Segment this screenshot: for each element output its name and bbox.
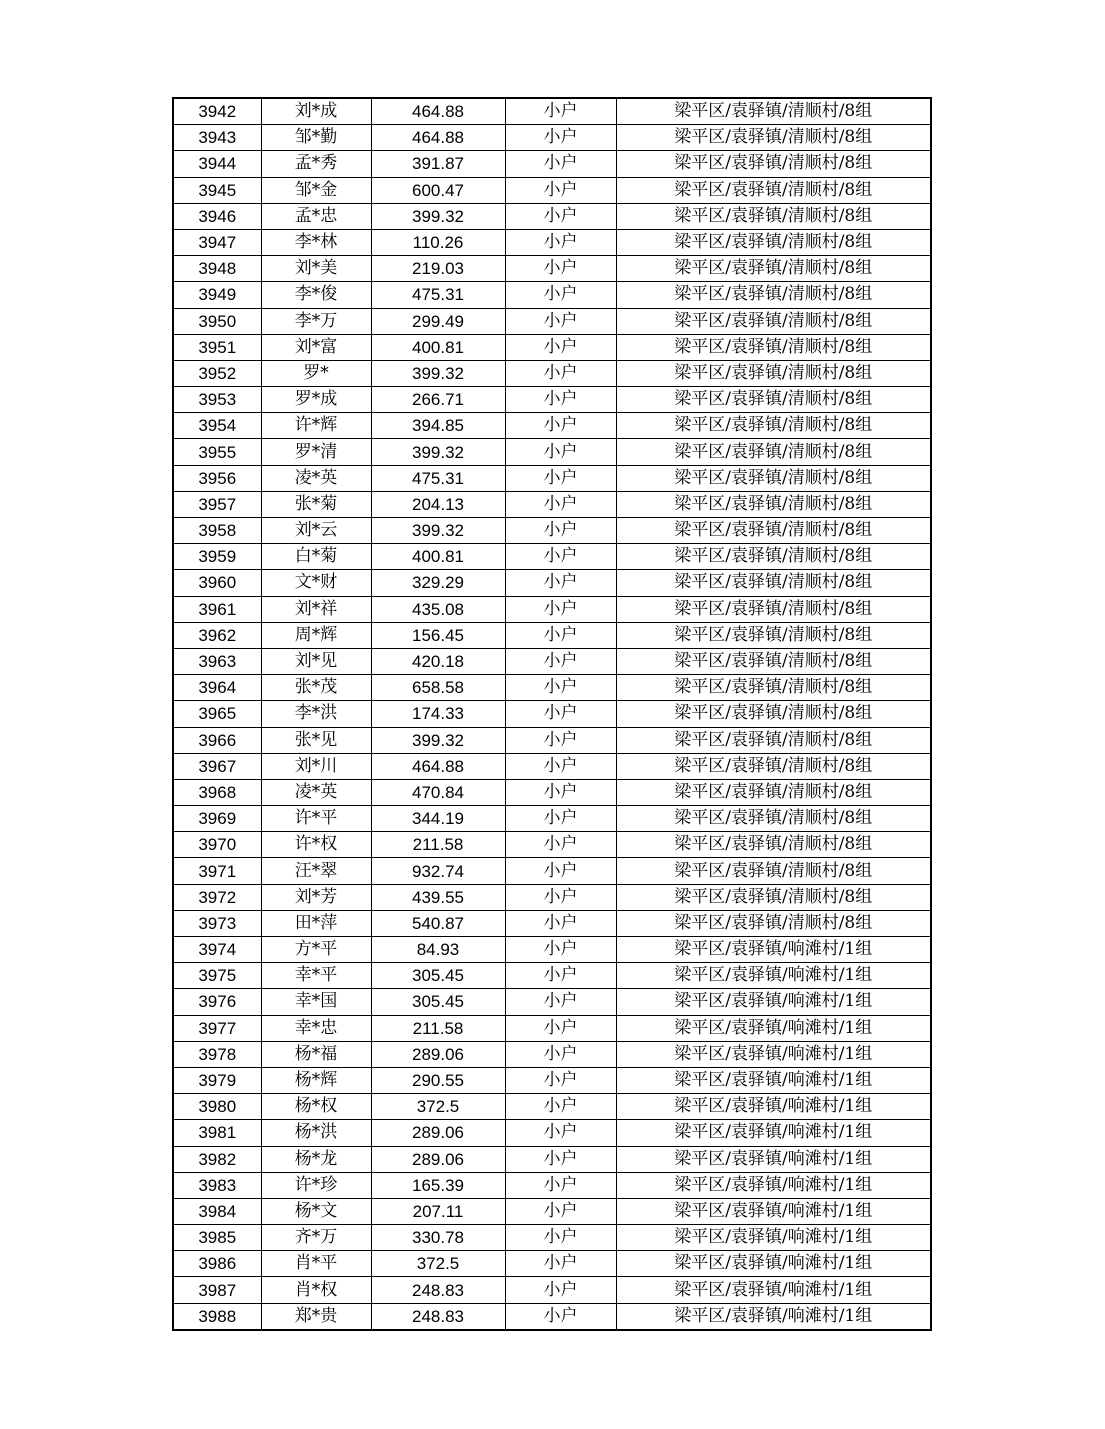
amount-cell: 204.13 <box>371 491 505 517</box>
row-index-cell: 3979 <box>173 1067 261 1093</box>
table-row <box>173 518 931 544</box>
row-index-cell: 3969 <box>173 806 261 832</box>
type-cell: 小户 <box>505 1198 616 1224</box>
name-cell: 刘*美 <box>261 256 371 282</box>
name-cell: 刘*芳 <box>261 884 371 910</box>
table-row <box>173 203 931 229</box>
type-cell: 小户 <box>505 387 616 413</box>
address-cell: 梁平区/袁驿镇/响滩村/1组 <box>616 1198 931 1224</box>
row-index-cell: 3966 <box>173 727 261 753</box>
type-cell: 小户 <box>505 282 616 308</box>
name-cell: 白*菊 <box>261 544 371 570</box>
name-cell: 杨*辉 <box>261 1067 371 1093</box>
amount-cell: 464.88 <box>371 98 505 125</box>
table-row <box>173 622 931 648</box>
row-index-cell: 3952 <box>173 360 261 386</box>
table-row <box>173 387 931 413</box>
name-cell: 幸*国 <box>261 989 371 1015</box>
amount-cell: 464.88 <box>371 125 505 151</box>
name-cell: 孟*忠 <box>261 203 371 229</box>
table-row <box>173 334 931 360</box>
table-row <box>173 1146 931 1172</box>
table-row <box>173 570 931 596</box>
table-body <box>173 98 931 1330</box>
type-cell: 小户 <box>505 465 616 491</box>
type-cell: 小户 <box>505 963 616 989</box>
address-cell: 梁平区/袁驿镇/清顺村/8组 <box>616 465 931 491</box>
row-index-cell: 3987 <box>173 1277 261 1303</box>
amount-cell: 289.06 <box>371 1041 505 1067</box>
address-cell: 梁平区/袁驿镇/响滩村/1组 <box>616 1067 931 1093</box>
row-index-cell: 3985 <box>173 1225 261 1251</box>
table-row <box>173 806 931 832</box>
name-cell: 杨*洪 <box>261 1120 371 1146</box>
table-row <box>173 1277 931 1303</box>
type-cell: 小户 <box>505 229 616 255</box>
table-row <box>173 910 931 936</box>
address-cell: 梁平区/袁驿镇/响滩村/1组 <box>616 1303 931 1330</box>
type-cell: 小户 <box>505 570 616 596</box>
name-cell: 肖*权 <box>261 1277 371 1303</box>
data-table <box>172 97 932 1331</box>
amount-cell: 658.58 <box>371 675 505 701</box>
table-row <box>173 963 931 989</box>
address-cell: 梁平区/袁驿镇/清顺村/8组 <box>616 360 931 386</box>
table-row <box>173 1198 931 1224</box>
table-row <box>173 1094 931 1120</box>
type-cell: 小户 <box>505 1251 616 1277</box>
amount-cell: 399.32 <box>371 518 505 544</box>
table-row <box>173 753 931 779</box>
table-row <box>173 308 931 334</box>
type-cell: 小户 <box>505 308 616 334</box>
name-cell: 邹*金 <box>261 177 371 203</box>
amount-cell: 399.32 <box>371 439 505 465</box>
amount-cell: 932.74 <box>371 858 505 884</box>
name-cell: 许*权 <box>261 832 371 858</box>
name-cell: 凌*英 <box>261 779 371 805</box>
amount-cell: 84.93 <box>371 937 505 963</box>
type-cell: 小户 <box>505 884 616 910</box>
table-row <box>173 177 931 203</box>
name-cell: 罗*清 <box>261 439 371 465</box>
row-index-cell: 3960 <box>173 570 261 596</box>
table-row <box>173 151 931 177</box>
address-cell: 梁平区/袁驿镇/清顺村/8组 <box>616 753 931 779</box>
row-index-cell: 3983 <box>173 1172 261 1198</box>
type-cell: 小户 <box>505 439 616 465</box>
amount-cell: 464.88 <box>371 753 505 779</box>
type-cell: 小户 <box>505 518 616 544</box>
amount-cell: 475.31 <box>371 282 505 308</box>
name-cell: 齐*万 <box>261 1225 371 1251</box>
address-cell: 梁平区/袁驿镇/响滩村/1组 <box>616 989 931 1015</box>
row-index-cell: 3967 <box>173 753 261 779</box>
table-row <box>173 1251 931 1277</box>
type-cell: 小户 <box>505 1303 616 1330</box>
row-index-cell: 3961 <box>173 596 261 622</box>
amount-cell: 248.83 <box>371 1277 505 1303</box>
amount-cell: 219.03 <box>371 256 505 282</box>
address-cell: 梁平区/袁驿镇/清顺村/8组 <box>616 334 931 360</box>
type-cell: 小户 <box>505 1067 616 1093</box>
address-cell: 梁平区/袁驿镇/清顺村/8组 <box>616 779 931 805</box>
amount-cell: 165.39 <box>371 1172 505 1198</box>
type-cell: 小户 <box>505 806 616 832</box>
type-cell: 小户 <box>505 989 616 1015</box>
type-cell: 小户 <box>505 622 616 648</box>
table-row <box>173 727 931 753</box>
name-cell: 刘*祥 <box>261 596 371 622</box>
address-cell: 梁平区/袁驿镇/响滩村/1组 <box>616 1225 931 1251</box>
address-cell: 梁平区/袁驿镇/清顺村/8组 <box>616 544 931 570</box>
table-row <box>173 884 931 910</box>
amount-cell: 394.85 <box>371 413 505 439</box>
amount-cell: 211.58 <box>371 1015 505 1041</box>
address-cell: 梁平区/袁驿镇/响滩村/1组 <box>616 937 931 963</box>
type-cell: 小户 <box>505 98 616 125</box>
address-cell: 梁平区/袁驿镇/清顺村/8组 <box>616 675 931 701</box>
address-cell: 梁平区/袁驿镇/清顺村/8组 <box>616 229 931 255</box>
type-cell: 小户 <box>505 177 616 203</box>
row-index-cell: 3980 <box>173 1094 261 1120</box>
address-cell: 梁平区/袁驿镇/清顺村/8组 <box>616 570 931 596</box>
name-cell: 李*万 <box>261 308 371 334</box>
name-cell: 文*财 <box>261 570 371 596</box>
name-cell: 孟*秀 <box>261 151 371 177</box>
type-cell: 小户 <box>505 1225 616 1251</box>
table-row <box>173 1120 931 1146</box>
name-cell: 幸*平 <box>261 963 371 989</box>
name-cell: 张*见 <box>261 727 371 753</box>
row-index-cell: 3955 <box>173 439 261 465</box>
name-cell: 许*珍 <box>261 1172 371 1198</box>
name-cell: 许*平 <box>261 806 371 832</box>
address-cell: 梁平区/袁驿镇/清顺村/8组 <box>616 439 931 465</box>
table-row <box>173 1303 931 1330</box>
name-cell: 周*辉 <box>261 622 371 648</box>
type-cell: 小户 <box>505 334 616 360</box>
type-cell: 小户 <box>505 1120 616 1146</box>
type-cell: 小户 <box>505 491 616 517</box>
type-cell: 小户 <box>505 1146 616 1172</box>
name-cell: 李*林 <box>261 229 371 255</box>
row-index-cell: 3976 <box>173 989 261 1015</box>
amount-cell: 391.87 <box>371 151 505 177</box>
name-cell: 方*平 <box>261 937 371 963</box>
name-cell: 罗* <box>261 360 371 386</box>
row-index-cell: 3982 <box>173 1146 261 1172</box>
address-cell: 梁平区/袁驿镇/清顺村/8组 <box>616 177 931 203</box>
type-cell: 小户 <box>505 779 616 805</box>
amount-cell: 156.45 <box>371 622 505 648</box>
type-cell: 小户 <box>505 1094 616 1120</box>
type-cell: 小户 <box>505 125 616 151</box>
row-index-cell: 3963 <box>173 648 261 674</box>
name-cell: 汪*翠 <box>261 858 371 884</box>
address-cell: 梁平区/袁驿镇/响滩村/1组 <box>616 1094 931 1120</box>
table-row <box>173 1015 931 1041</box>
type-cell: 小户 <box>505 727 616 753</box>
name-cell: 杨*文 <box>261 1198 371 1224</box>
amount-cell: 344.19 <box>371 806 505 832</box>
name-cell: 李*俊 <box>261 282 371 308</box>
address-cell: 梁平区/袁驿镇/清顺村/8组 <box>616 98 931 125</box>
amount-cell: 305.45 <box>371 963 505 989</box>
row-index-cell: 3942 <box>173 98 261 125</box>
table-row <box>173 413 931 439</box>
type-cell: 小户 <box>505 256 616 282</box>
amount-cell: 372.5 <box>371 1251 505 1277</box>
row-index-cell: 3972 <box>173 884 261 910</box>
address-cell: 梁平区/袁驿镇/清顺村/8组 <box>616 282 931 308</box>
row-index-cell: 3975 <box>173 963 261 989</box>
amount-cell: 400.81 <box>371 544 505 570</box>
address-cell: 梁平区/袁驿镇/清顺村/8组 <box>616 596 931 622</box>
amount-cell: 289.06 <box>371 1146 505 1172</box>
type-cell: 小户 <box>505 151 616 177</box>
table-row <box>173 98 931 125</box>
row-index-cell: 3957 <box>173 491 261 517</box>
row-index-cell: 3981 <box>173 1120 261 1146</box>
address-cell: 梁平区/袁驿镇/清顺村/8组 <box>616 413 931 439</box>
address-cell: 梁平区/袁驿镇/响滩村/1组 <box>616 1146 931 1172</box>
row-index-cell: 3958 <box>173 518 261 544</box>
row-index-cell: 3978 <box>173 1041 261 1067</box>
table-row <box>173 465 931 491</box>
address-cell: 梁平区/袁驿镇/清顺村/8组 <box>616 622 931 648</box>
address-cell: 梁平区/袁驿镇/清顺村/8组 <box>616 648 931 674</box>
type-cell: 小户 <box>505 1172 616 1198</box>
table-row <box>173 648 931 674</box>
address-cell: 梁平区/袁驿镇/响滩村/1组 <box>616 963 931 989</box>
row-index-cell: 3959 <box>173 544 261 570</box>
table-row <box>173 360 931 386</box>
row-index-cell: 3973 <box>173 910 261 936</box>
amount-cell: 290.55 <box>371 1067 505 1093</box>
amount-cell: 299.49 <box>371 308 505 334</box>
amount-cell: 420.18 <box>371 648 505 674</box>
row-index-cell: 3950 <box>173 308 261 334</box>
row-index-cell: 3943 <box>173 125 261 151</box>
address-cell: 梁平区/袁驿镇/清顺村/8组 <box>616 910 931 936</box>
table-row <box>173 282 931 308</box>
table-row <box>173 256 931 282</box>
row-index-cell: 3968 <box>173 779 261 805</box>
amount-cell: 211.58 <box>371 832 505 858</box>
type-cell: 小户 <box>505 701 616 727</box>
name-cell: 刘*川 <box>261 753 371 779</box>
amount-cell: 329.29 <box>371 570 505 596</box>
address-cell: 梁平区/袁驿镇/清顺村/8组 <box>616 125 931 151</box>
amount-cell: 174.33 <box>371 701 505 727</box>
type-cell: 小户 <box>505 648 616 674</box>
address-cell: 梁平区/袁驿镇/清顺村/8组 <box>616 518 931 544</box>
address-cell: 梁平区/袁驿镇/清顺村/8组 <box>616 884 931 910</box>
amount-cell: 289.06 <box>371 1120 505 1146</box>
amount-cell: 439.55 <box>371 884 505 910</box>
table-row <box>173 675 931 701</box>
address-cell: 梁平区/袁驿镇/清顺村/8组 <box>616 203 931 229</box>
address-cell: 梁平区/袁驿镇/响滩村/1组 <box>616 1120 931 1146</box>
address-cell: 梁平区/袁驿镇/清顺村/8组 <box>616 701 931 727</box>
table-row <box>173 701 931 727</box>
type-cell: 小户 <box>505 753 616 779</box>
table-row <box>173 1067 931 1093</box>
name-cell: 杨*龙 <box>261 1146 371 1172</box>
address-cell: 梁平区/袁驿镇/清顺村/8组 <box>616 387 931 413</box>
table-row <box>173 596 931 622</box>
row-index-cell: 3986 <box>173 1251 261 1277</box>
address-cell: 梁平区/袁驿镇/清顺村/8组 <box>616 727 931 753</box>
name-cell: 刘*见 <box>261 648 371 674</box>
table-row <box>173 439 931 465</box>
amount-cell: 435.08 <box>371 596 505 622</box>
table-row <box>173 1225 931 1251</box>
name-cell: 凌*英 <box>261 465 371 491</box>
name-cell: 罗*成 <box>261 387 371 413</box>
table-row <box>173 858 931 884</box>
row-index-cell: 3954 <box>173 413 261 439</box>
address-cell: 梁平区/袁驿镇/清顺村/8组 <box>616 256 931 282</box>
amount-cell: 399.32 <box>371 203 505 229</box>
type-cell: 小户 <box>505 413 616 439</box>
amount-cell: 600.47 <box>371 177 505 203</box>
row-index-cell: 3949 <box>173 282 261 308</box>
name-cell: 李*洪 <box>261 701 371 727</box>
amount-cell: 475.31 <box>371 465 505 491</box>
type-cell: 小户 <box>505 1041 616 1067</box>
type-cell: 小户 <box>505 203 616 229</box>
table-row <box>173 229 931 255</box>
address-cell: 梁平区/袁驿镇/响滩村/1组 <box>616 1041 931 1067</box>
amount-cell: 330.78 <box>371 1225 505 1251</box>
row-index-cell: 3974 <box>173 937 261 963</box>
table-row <box>173 937 931 963</box>
type-cell: 小户 <box>505 858 616 884</box>
type-cell: 小户 <box>505 1277 616 1303</box>
row-index-cell: 3988 <box>173 1303 261 1330</box>
type-cell: 小户 <box>505 596 616 622</box>
address-cell: 梁平区/袁驿镇/清顺村/8组 <box>616 858 931 884</box>
name-cell: 杨*权 <box>261 1094 371 1120</box>
amount-cell: 470.84 <box>371 779 505 805</box>
type-cell: 小户 <box>505 910 616 936</box>
address-cell: 梁平区/袁驿镇/清顺村/8组 <box>616 308 931 334</box>
table-row <box>173 544 931 570</box>
name-cell: 刘*成 <box>261 98 371 125</box>
address-cell: 梁平区/袁驿镇/清顺村/8组 <box>616 491 931 517</box>
name-cell: 郑*贵 <box>261 1303 371 1330</box>
table-row <box>173 1041 931 1067</box>
type-cell: 小户 <box>505 544 616 570</box>
row-index-cell: 3945 <box>173 177 261 203</box>
type-cell: 小户 <box>505 937 616 963</box>
row-index-cell: 3951 <box>173 334 261 360</box>
name-cell: 许*辉 <box>261 413 371 439</box>
row-index-cell: 3970 <box>173 832 261 858</box>
address-cell: 梁平区/袁驿镇/清顺村/8组 <box>616 151 931 177</box>
type-cell: 小户 <box>505 832 616 858</box>
data-table-container <box>172 97 930 1331</box>
address-cell: 梁平区/袁驿镇/清顺村/8组 <box>616 806 931 832</box>
address-cell: 梁平区/袁驿镇/响滩村/1组 <box>616 1277 931 1303</box>
amount-cell: 305.45 <box>371 989 505 1015</box>
table-row <box>173 832 931 858</box>
name-cell: 刘*云 <box>261 518 371 544</box>
amount-cell: 110.26 <box>371 229 505 255</box>
row-index-cell: 3947 <box>173 229 261 255</box>
row-index-cell: 3977 <box>173 1015 261 1041</box>
row-index-cell: 3965 <box>173 701 261 727</box>
address-cell: 梁平区/袁驿镇/响滩村/1组 <box>616 1251 931 1277</box>
name-cell: 张*菊 <box>261 491 371 517</box>
amount-cell: 248.83 <box>371 1303 505 1330</box>
name-cell: 刘*富 <box>261 334 371 360</box>
address-cell: 梁平区/袁驿镇/响滩村/1组 <box>616 1172 931 1198</box>
name-cell: 田*萍 <box>261 910 371 936</box>
address-cell: 梁平区/袁驿镇/响滩村/1组 <box>616 1015 931 1041</box>
name-cell: 幸*忠 <box>261 1015 371 1041</box>
amount-cell: 207.11 <box>371 1198 505 1224</box>
name-cell: 张*茂 <box>261 675 371 701</box>
amount-cell: 400.81 <box>371 334 505 360</box>
row-index-cell: 3984 <box>173 1198 261 1224</box>
table-row <box>173 989 931 1015</box>
row-index-cell: 3953 <box>173 387 261 413</box>
name-cell: 肖*平 <box>261 1251 371 1277</box>
row-index-cell: 3946 <box>173 203 261 229</box>
row-index-cell: 3944 <box>173 151 261 177</box>
name-cell: 杨*福 <box>261 1041 371 1067</box>
amount-cell: 372.5 <box>371 1094 505 1120</box>
type-cell: 小户 <box>505 360 616 386</box>
amount-cell: 540.87 <box>371 910 505 936</box>
amount-cell: 399.32 <box>371 727 505 753</box>
row-index-cell: 3962 <box>173 622 261 648</box>
table-row <box>173 491 931 517</box>
row-index-cell: 3971 <box>173 858 261 884</box>
amount-cell: 399.32 <box>371 360 505 386</box>
table-row <box>173 1172 931 1198</box>
amount-cell: 266.71 <box>371 387 505 413</box>
type-cell: 小户 <box>505 1015 616 1041</box>
row-index-cell: 3956 <box>173 465 261 491</box>
name-cell: 邹*勤 <box>261 125 371 151</box>
row-index-cell: 3964 <box>173 675 261 701</box>
address-cell: 梁平区/袁驿镇/清顺村/8组 <box>616 832 931 858</box>
table-row <box>173 125 931 151</box>
table-row <box>173 779 931 805</box>
row-index-cell: 3948 <box>173 256 261 282</box>
type-cell: 小户 <box>505 675 616 701</box>
